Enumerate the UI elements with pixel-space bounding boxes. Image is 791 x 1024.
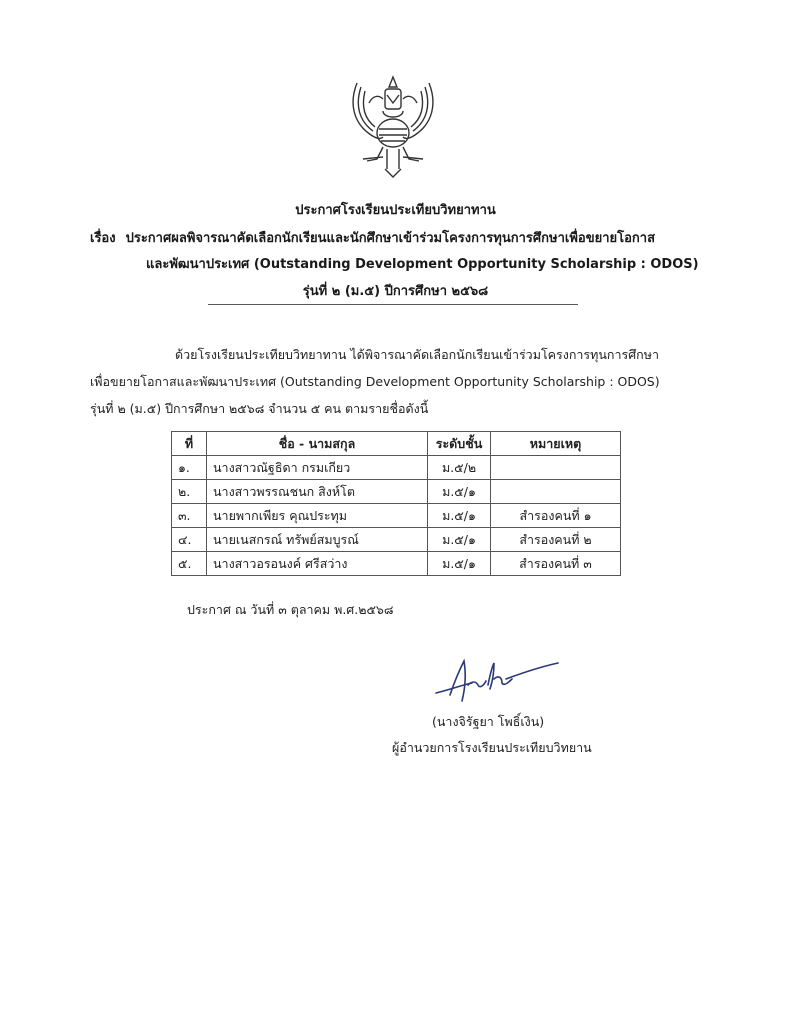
body-paragraph-line-1: ด้วยโรงเรียนประเทียบวิทยาทาน ได้พิจารณาคัดเลือกนักเรียนเข้าร่วมโครงการทุนการศึกษา bbox=[175, 347, 659, 362]
cell-name: นางสาวพรรณชนก สิงห์โต bbox=[207, 480, 428, 504]
cell-class: ม.๕/๑ bbox=[428, 552, 491, 576]
document-title: ประกาศโรงเรียนประเทียบวิทยาทาน bbox=[295, 203, 496, 218]
announcement-date: ประกาศ ณ วันที่ ๓ ตุลาคม พ.ศ.๒๕๖๘ bbox=[187, 602, 394, 617]
cell-class: ม.๕/๒ bbox=[428, 456, 491, 480]
subject-line bbox=[90, 227, 655, 248]
cell-note bbox=[491, 480, 621, 504]
subject-label: เรื่อง bbox=[90, 231, 116, 246]
cell-no: ๒. bbox=[172, 480, 207, 504]
signer-name: (นางจิรัฐยา โพธิ์เงิน) bbox=[432, 714, 545, 729]
scholarship-list-table bbox=[171, 431, 621, 576]
table-row bbox=[172, 480, 621, 504]
cell-class: ม.๕/๑ bbox=[428, 480, 491, 504]
cell-no: ๔. bbox=[172, 528, 207, 552]
table-header-row bbox=[172, 432, 621, 456]
cell-note: สำรองคนที่ ๑ bbox=[491, 504, 621, 528]
cell-name: นางสาวอรอนงค์ ศรีสว่าง bbox=[207, 552, 428, 576]
header-no: ที่ bbox=[172, 432, 207, 456]
table-row bbox=[172, 552, 621, 576]
cell-note bbox=[491, 456, 621, 480]
cell-class: ม.๕/๑ bbox=[428, 504, 491, 528]
garuda-emblem-icon bbox=[343, 73, 443, 183]
cell-name: นางสาวณัฐธิดา กรมเกียว bbox=[207, 456, 428, 480]
signature-icon bbox=[432, 655, 562, 705]
cell-no: ๓. bbox=[172, 504, 207, 528]
body-paragraph-line-3: รุ่นที่ ๒ (ม.๕) ปีการศึกษา ๒๕๖๘ จำนวน ๕ คน ตามรายชื่อดังนี้ bbox=[90, 401, 429, 416]
header-class: ระดับชั้น bbox=[428, 432, 491, 456]
subject-line-3: รุ่นที่ ๒ (ม.๕) ปีการศึกษา ๒๕๖๘ bbox=[302, 284, 489, 299]
subject-text: ประกาศผลพิจารณาคัดเลือกนักเรียนและนักศึกษาเข้าร่วมโครงการทุนการศึกษาเพื่อขยายโอกาส bbox=[125, 231, 656, 246]
signer-position: ผู้อำนวยการโรงเรียนประเทียบวิทยาน bbox=[392, 740, 592, 755]
table-row bbox=[172, 456, 621, 480]
cell-note: สำรองคนที่ ๒ bbox=[491, 528, 621, 552]
cell-note: สำรองคนที่ ๓ bbox=[491, 552, 621, 576]
header-divider bbox=[208, 304, 578, 305]
cell-no: ๑. bbox=[172, 456, 207, 480]
cell-class: ม.๕/๑ bbox=[428, 528, 491, 552]
subject-line-2: และพัฒนาประเทศ (Outstanding Development Opportunity Scholarship : ODOS) bbox=[146, 257, 699, 272]
header-note: หมายเหตุ bbox=[491, 432, 621, 456]
cell-name: นายเนสกรณ์ ทรัพย์สมบูรณ์ bbox=[207, 528, 428, 552]
header-name: ชื่อ - นามสกุล bbox=[207, 432, 428, 456]
table-row bbox=[172, 528, 621, 552]
body-paragraph-line-2: เพื่อขยายโอกาสและพัฒนาประเทศ (Outstanding Development Opportunity Scholarship : ODOS) bbox=[90, 374, 660, 389]
cell-no: ๕. bbox=[172, 552, 207, 576]
table-row bbox=[172, 504, 621, 528]
cell-name: นายพากเพียร คุณประทุม bbox=[207, 504, 428, 528]
